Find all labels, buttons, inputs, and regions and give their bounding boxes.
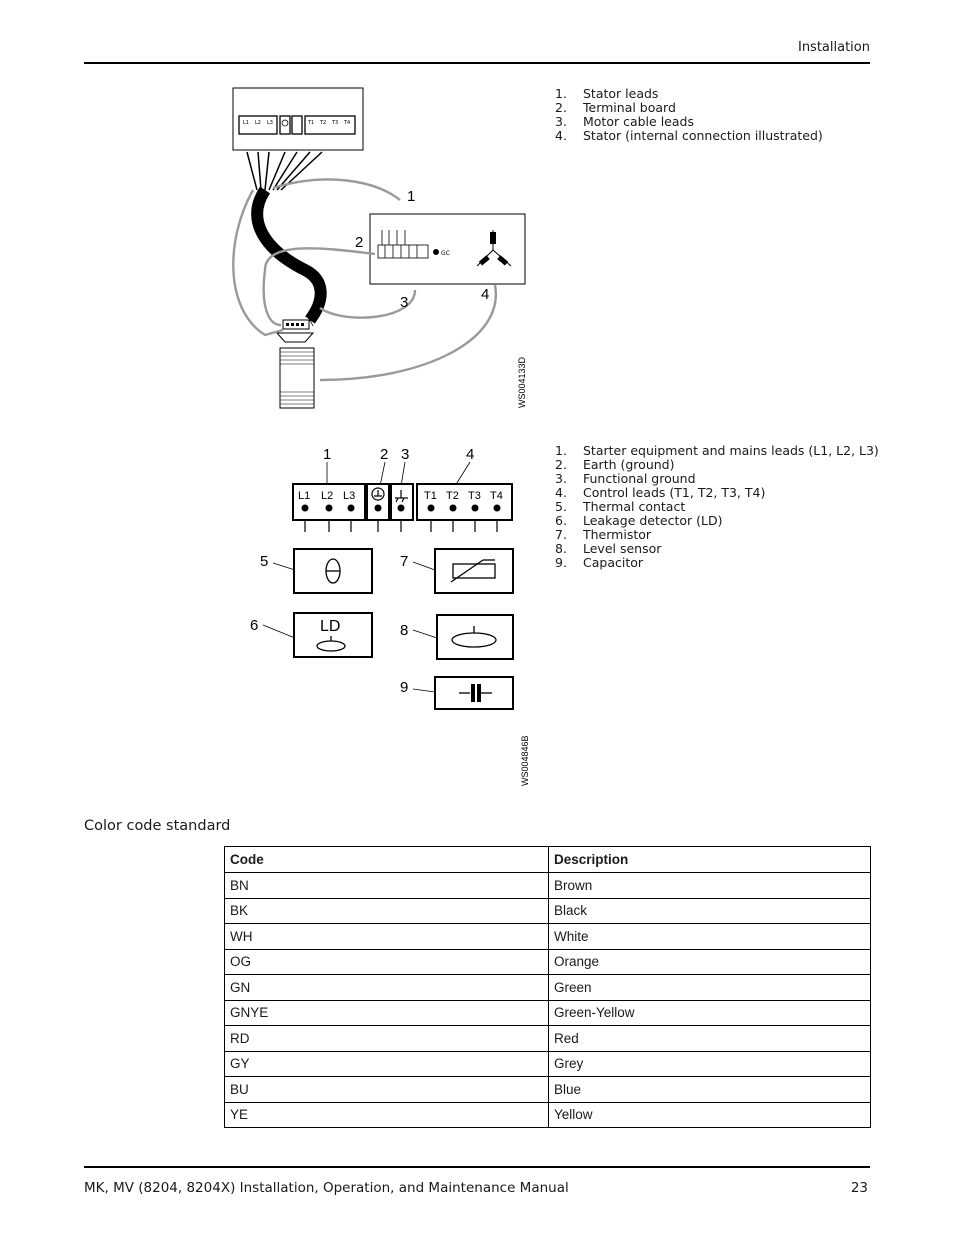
callout-2: 2 <box>380 446 389 463</box>
callout-4: 4 <box>466 446 475 463</box>
table-row <box>225 1026 871 1052</box>
column-header-description: Description <box>549 847 871 873</box>
legend-item: 4. Stator (internal connection illustrated) <box>555 128 823 143</box>
callout-2: 2 <box>355 234 364 251</box>
table-row <box>225 975 871 1001</box>
callout-6: 6 <box>250 617 259 634</box>
section-title: Color code standard <box>84 818 231 834</box>
terminal-label-l2: L2 <box>321 490 334 502</box>
table-row <box>225 1102 871 1128</box>
table-cell: GN <box>225 975 549 1001</box>
callout-3: 3 <box>401 446 410 463</box>
legend-item: 6. Leakage detector (LD) <box>555 513 723 528</box>
callout-5: 5 <box>260 553 269 570</box>
table-header-row <box>225 847 871 873</box>
earth-terminal <box>367 484 389 520</box>
table-cell: RD <box>225 1026 549 1052</box>
callout-4: 4 <box>481 286 490 303</box>
legend-item: 3. Functional ground <box>555 471 696 486</box>
table-row <box>225 949 871 975</box>
table-cell: Grey <box>549 1051 871 1077</box>
table-cell: Blue <box>549 1077 871 1103</box>
table-row <box>225 898 871 924</box>
board-label-l2: L2 <box>255 120 261 126</box>
svg-text:GC: GC <box>441 250 450 257</box>
table-cell: BK <box>225 898 549 924</box>
motor-cable <box>257 190 321 320</box>
color-code-table <box>224 846 871 1128</box>
table-cell: WH <box>225 924 549 950</box>
table-cell: Orange <box>549 949 871 975</box>
board-label-t2: T2 <box>320 120 327 126</box>
terminal-label-l1: L1 <box>298 490 311 502</box>
legend-item: 5. Thermal contact <box>555 499 686 514</box>
table-cell: Green <box>549 975 871 1001</box>
terminal-diagram-figure <box>245 440 535 790</box>
table-row <box>225 1051 871 1077</box>
section-label: Installation <box>797 40 870 55</box>
legend-item: 1. Starter equipment and mains leads (L1, L2, L3) <box>555 443 879 458</box>
table-cell: Brown <box>549 873 871 899</box>
terminal-label-t3: T3 <box>468 490 481 502</box>
table-cell: White <box>549 924 871 950</box>
table-cell: BN <box>225 873 549 899</box>
legend-item: 4. Control leads (T1, T2, T3, T4) <box>555 485 766 500</box>
figure2-legend <box>555 444 879 570</box>
header-rule <box>84 62 870 64</box>
stator-icon <box>280 348 314 408</box>
terminal-label-t2: T2 <box>446 490 459 502</box>
callout-8: 8 <box>400 622 409 639</box>
callout-3: 3 <box>400 294 409 311</box>
table-cell: BU <box>225 1077 549 1103</box>
legend-item: 8. Level sensor <box>555 541 662 556</box>
figure2-code: WS004846B <box>520 735 530 786</box>
legend-item: 9. Capacitor <box>555 555 644 570</box>
page-number: 23 <box>850 1180 868 1196</box>
terminal-box <box>233 88 363 150</box>
figure1-legend <box>555 87 823 143</box>
footer-rule <box>84 1166 870 1168</box>
table-row <box>225 924 871 950</box>
legend-item: 2. Earth (ground) <box>555 457 675 472</box>
legend-item: 3. Motor cable leads <box>555 114 694 129</box>
table-cell: YE <box>225 1102 549 1128</box>
board-label-t4: T4 <box>344 120 351 126</box>
table-cell: Green-Yellow <box>549 1000 871 1026</box>
table-cell: GNYE <box>225 1000 549 1026</box>
terminal-label-t1: T1 <box>424 490 437 502</box>
terminal-label-t4: T4 <box>490 490 503 502</box>
board-label-l1: L1 <box>243 120 249 126</box>
board-label-t3: T3 <box>332 120 339 126</box>
table-cell: GY <box>225 1051 549 1077</box>
legend-item: 7. Thermistor <box>555 527 652 542</box>
table-row <box>225 1077 871 1103</box>
table-cell: Yellow <box>549 1102 871 1128</box>
stator-connection-figure <box>225 80 535 420</box>
column-header-code: Code <box>225 847 549 873</box>
board-label-l3: L3 <box>267 120 273 126</box>
board-label-t1: T1 <box>308 120 315 126</box>
footer-manual-title: MK, MV (8204, 8204X) Installation, Operation, and Maintenance Manual <box>84 1180 569 1196</box>
legend-item: 1. Stator leads <box>555 86 659 101</box>
figure1-code: WS004133D <box>517 356 527 408</box>
table-cell: Black <box>549 898 871 924</box>
callout-9: 9 <box>400 679 409 696</box>
level-sensor-symbol <box>437 615 513 659</box>
table-cell: Red <box>549 1026 871 1052</box>
callout-1: 1 <box>323 446 332 463</box>
legend-item: 2. Terminal board <box>555 100 676 115</box>
table-row <box>225 873 871 899</box>
table-row <box>225 1000 871 1026</box>
callout-1: 1 <box>407 188 416 205</box>
table-cell: OG <box>225 949 549 975</box>
terminal-label-l3: L3 <box>343 490 356 502</box>
callout-7: 7 <box>400 553 409 570</box>
ld-label: LD <box>320 618 341 635</box>
thermistor-symbol <box>435 549 513 593</box>
